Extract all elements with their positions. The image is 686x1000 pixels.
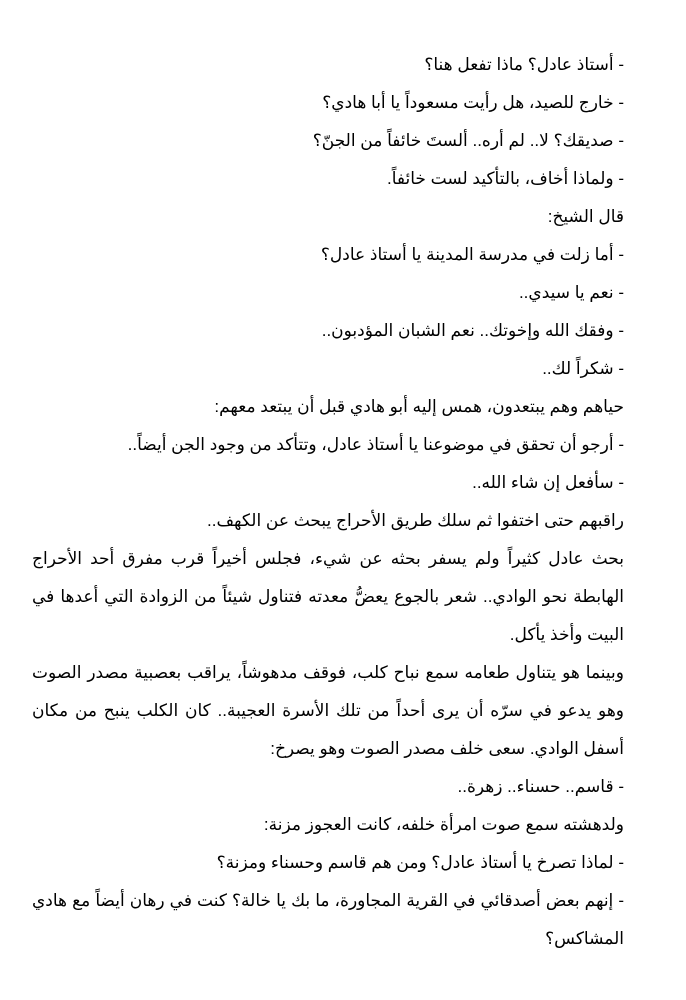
dialogue-line-4: - ولماذا أخاف، بالتأكيد لست خائفاً.	[387, 169, 624, 188]
narration-paragraph-2: وبينما هو يتناول طعامه سمع نباح كلب، فوقف مدهوشاً، يراقب بعصبية مصدر الصوت وهو يدعو في سرّه أن يرى أحداً من تلك الأسرة العجيبة.. كان الكلب ينبح من مكان أسفل الوادي. سعى خلف مصدر الصوت وهو يصرخ:	[32, 663, 624, 758]
narration-line-1: قال الشيخ:	[547, 207, 624, 226]
narration-line-2: حياهم وهم يبتعدون، همس إليه أبو هادي قبل أن يبتعد معهم:	[214, 397, 624, 416]
dialogue-line-2: - خارج للصيد، هل رأيت مسعوداً يا أبا هادي؟	[322, 93, 624, 112]
dialogue-line-13: - إنهم بعض أصدقائي في القرية المجاورة، ما بك يا خالة؟ كنت في رهان أيضاً مع هادي المشاكس؟	[32, 891, 624, 948]
dialogue-line-10: - سأفعل إن شاء الله..	[472, 473, 624, 492]
narration-line-3: راقبهم حتى اختفوا ثم سلك طريق الأحراج يبحث عن الكهف..	[207, 511, 624, 530]
document-page	[32, 46, 624, 958]
narration-paragraph-1: بحث عادل كثيراً ولم يسفر بحثه عن شيء، فجلس أخيراً قرب مفرق أحد الأحراج الهابطة نحو الوادي.. شعر بالجوع يعضُّ معدته فتناول شيئاً من الزوادة التي أعدها في البيت وأخذ يأكل.	[32, 549, 624, 644]
dialogue-line-3: - صديقك؟ لا.. لم أره.. ألستَ خائفاً من الجنّ؟	[312, 131, 624, 150]
dialogue-line-11: - قاسم.. حسناء.. زهرة..	[457, 777, 624, 796]
narration-line-4: ولدهشته سمع صوت امرأة خلفه، كانت العجوز مزنة:	[263, 815, 624, 834]
dialogue-line-9: - أرجو أن تحقق في موضوعنا يا أستاذ عادل، وتتأكد من وجود الجن أيضاً..	[127, 435, 624, 454]
dialogue-line-12: - لماذا تصرخ يا أستاذ عادل؟ ومن هم قاسم وحسناء ومزنة؟	[216, 853, 624, 872]
dialogue-line-1: - أستاذ عادل؟ ماذا تفعل هنا؟	[424, 55, 624, 74]
dialogue-line-7: - وفقك الله وإخوتك.. نعم الشبان المؤدبون..	[321, 321, 624, 340]
dialogue-line-5: - أما زلت في مدرسة المدينة يا أستاذ عادل؟	[320, 245, 624, 264]
dialogue-line-8: - شكراً لك..	[542, 359, 624, 378]
dialogue-line-6: - نعم يا سيدي..	[518, 283, 624, 302]
